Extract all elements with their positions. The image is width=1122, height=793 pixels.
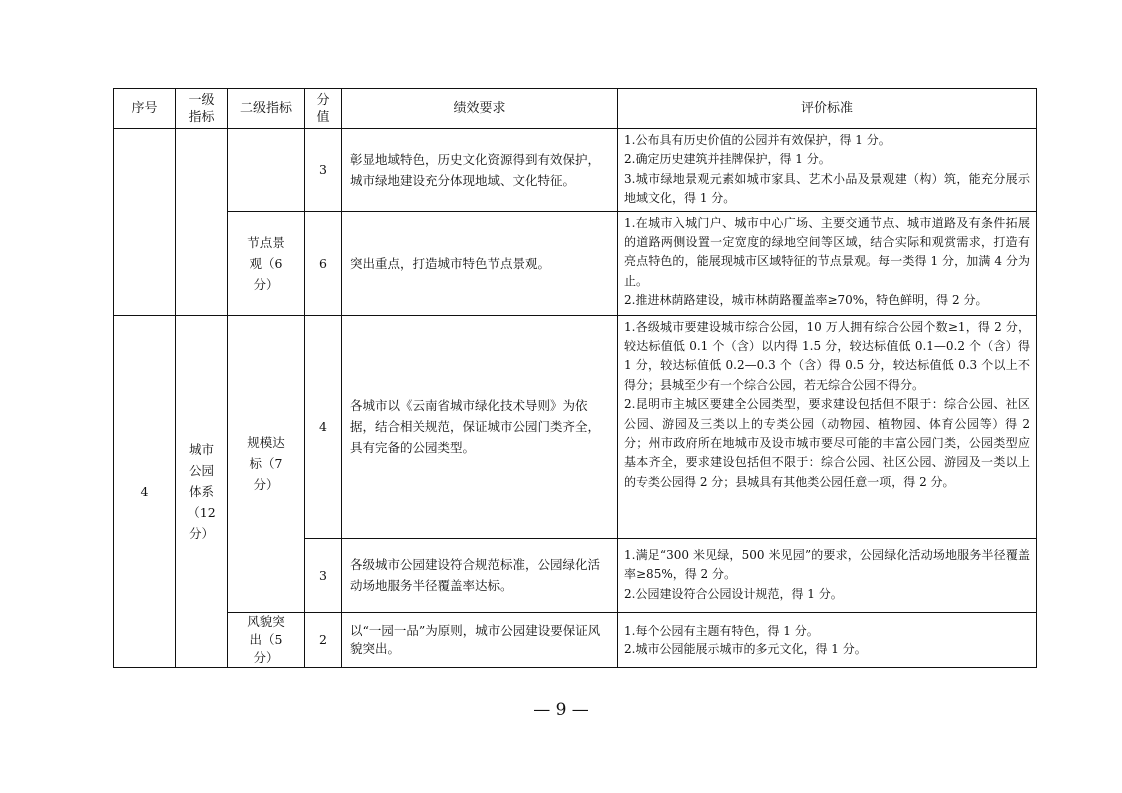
- cell-level2-empty: [228, 129, 305, 212]
- table-row: [114, 211, 1037, 315]
- page-number: — 9 —: [533, 700, 589, 720]
- header-row: [114, 89, 1037, 129]
- table-row: [114, 129, 1037, 212]
- cell-requirement: 彰显地域特色，历史文化资源得到有效保护，城市绿地建设充分体现地域、文化特征。: [342, 129, 618, 212]
- criteria-item: 2.公园建设符合公园设计规范，得 1 分。: [624, 586, 843, 601]
- cell-criteria: [618, 211, 1037, 315]
- criteria-item: 3.城市绿地景观元素如城市家具、艺术小品及景观建（构）筑，能充分展示地域文化，得 1 分。: [624, 171, 1030, 206]
- header-index: 序号: [114, 89, 176, 129]
- criteria-item: 1.每个公园有主题有特色，得 1 分。: [624, 623, 819, 638]
- header-level2: 二级指标: [228, 89, 305, 129]
- cell-level2: 节点景观（6分）: [228, 211, 305, 315]
- cell-index: 4: [114, 315, 176, 667]
- table-row: [114, 612, 1037, 667]
- criteria-item: 1.在城市入城门户、城市中心广场、主要交通节点、城市道路及有条件拓展的道路两侧设置一定宽度的绿地空间等区域，结合实际和观赏需求，打造有亮点特色的，能展现城市区域特征的节点景观。每一类得 1 分，加满 4 分为止。: [624, 215, 1030, 288]
- table-row: [114, 315, 1037, 538]
- cell-level1: 城市公园体系（12分）: [176, 315, 228, 667]
- criteria-item: 1.公布具有历史价值的公园并有效保护，得 1 分。: [624, 133, 891, 147]
- header-requirement: 绩效要求: [342, 89, 618, 129]
- cell-level2: 风貌突出（5分）: [228, 612, 305, 667]
- cell-requirement: 突出重点，打造城市特色节点景观。: [342, 211, 618, 315]
- cell-criteria: [618, 612, 1037, 667]
- cell-score: 6: [305, 211, 342, 315]
- evaluation-table: [113, 88, 1037, 668]
- cell-score: 4: [305, 315, 342, 538]
- criteria-item: 2.城市公园能展示城市的多元文化，得 1 分。: [624, 641, 867, 656]
- cell-score: 3: [305, 538, 342, 612]
- cell-level1-empty: [176, 129, 228, 316]
- criteria-item: 1.满足“300 米见绿，500 米见园”的要求，公园绿化活动场地服务半径覆盖率≥85%，得 2 分。: [624, 548, 1030, 582]
- cell-criteria: [618, 538, 1037, 612]
- cell-index-empty: [114, 129, 176, 316]
- criteria-item: 1.各级城市要建设城市综合公园，10 万人拥有综合公园个数≥1，得 2 分，较达标值低 0.1 个（含）以内得 1.5 分，较达标值低 0.1—0.2 个（含）得 1 分，较达标值低 0.2—0.3 个（含）得 0.5 分，较达标值低 0.3 个以上不得分；县城至少有一个综合公园，若无综合公园不得分。: [624, 319, 1030, 392]
- cell-level2: 规模达标（7分）: [228, 315, 305, 612]
- criteria-item: 2.确定历史建筑并挂牌保护，得 1 分。: [624, 152, 831, 167]
- cell-requirement: 以“一园一品”为原则，城市公园建设要保证风貌突出。: [342, 612, 618, 667]
- cell-score: 2: [305, 612, 342, 667]
- header-criteria: 评价标准: [618, 89, 1037, 129]
- header-level1: 一级指标: [176, 89, 228, 129]
- cell-score: 3: [305, 129, 342, 212]
- criteria-item: 2.昆明市主城区要建全公园类型，要求建设包括但不限于：综合公园、社区公园、游园及三类以上的专类公园（动物园、植物园、体育公园等）得 2 分；州市政府所在地城市及设市城市要尽可能的丰富公园门类，公园类型应基本齐全，要求建设包括但不限于：综合公园、社区公园、游园及一类以上的专类公园得 2 分；县城具有其他类公园任意一项，得 2 分。: [624, 397, 1030, 489]
- cell-criteria: [618, 315, 1037, 538]
- cell-requirement: 各城市以《云南省城市绿化技术导则》为依据，结合相关规范，保证城市公园门类齐全，具有完备的公园类型。: [342, 315, 618, 538]
- cell-criteria: [618, 129, 1037, 212]
- cell-requirement: 各级城市公园建设符合规范标准，公园绿化活动场地服务半径覆盖率达标。: [342, 538, 618, 612]
- criteria-item: 2.推进林荫路建设，城市林荫路覆盖率≥70%，特色鲜明，得 2 分。: [624, 293, 988, 308]
- header-score: 分值: [305, 89, 342, 129]
